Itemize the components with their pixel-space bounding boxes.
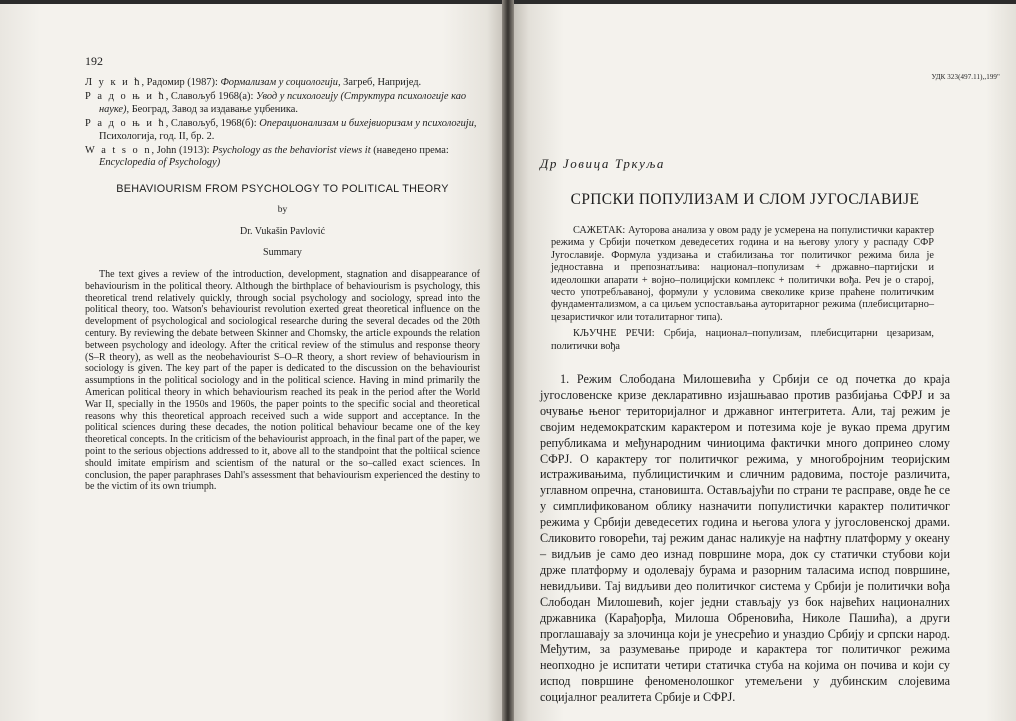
article-author-english: Dr. Vukašin Pavlović <box>239 226 326 237</box>
keywords-text: КЉУЧНЕ РЕЧИ: Србија, национал–популизам, плебисцитарни цезаризам, политички вођа <box>551 328 934 352</box>
reference-title: Операционализам и бихејвиоризам у психологији, <box>259 118 477 130</box>
book-gutter <box>502 0 514 721</box>
reference-text: , John (1913): <box>151 145 213 157</box>
reference-author: W a t s o n <box>85 145 152 157</box>
udk-code: УДК 323(497.11),,199" <box>931 73 1000 81</box>
reference-rest: Психологија, год. II, бр. 2. <box>99 130 215 142</box>
reference-entry <box>85 145 480 170</box>
reference-title: Psychology as the behaviorist views it <box>212 145 371 157</box>
reference-entry <box>85 77 480 89</box>
left-page <box>0 4 502 721</box>
reference-title-secondary: Encyclopedia of Psychology) <box>99 157 221 169</box>
summary-heading: Summary <box>263 247 302 258</box>
reference-entry <box>85 118 480 143</box>
page-number: 192 <box>85 54 103 68</box>
reference-text: , Славољуб, 1968(б): <box>165 118 260 130</box>
article-title-english: BEHAVIOURISM FROM PSYCHOLOGY TO POLITICAL THEORY <box>116 183 449 195</box>
summary-text: The text gives a review of the introduction, development, stagnation and disappearance of behaviourism in the political theory. Although the birthplace of behaviourism is psychology, this theoretical trend relatively quickly, through social psychology and sociology, spread into the political theory, too. Watson's behaviourist revolution exerted great theoretical influence on the development of psychological and sociological researche during the several decades od the 20th century. By reviewing the debate between Skinner and Chomsky, the article expounds the relation between psychology and ideology. After the critical review of the stimulus and response theory (S–R theory), as well as the neobehaviourist S–O–R theory, a short review of behaviourism in sociology is given. The key part of the paper is dedicated to the discussion on the behaviourist assumptions in the political sociology and in the political science. Having in mind primarily the American political theory in which behaviourism reached its peak in the period after the World War II, specially in the 1950s and 1960s, the paper points to the specific social and theoretical reasons why this theoretical approach received such a wide support and acceptance. In the political sciences during these decades, the notion political behaviour became one of the key theoretical concepts. In the criticism of the behaviourist approach, in the final part of the paper, we point to the serious objections addressed to it, above all to the standpoint that the poltiical science should imitate empirism and scientism of the natural or the so–called exact sciences. In conclusion, the paper paraphrases Dahl's assessment that behaviourism experienced the destiny to be the victim of its own triumph. <box>85 269 480 493</box>
reference-title: Увод у психологију (Структура психологије као науке), <box>99 91 467 115</box>
article-title: СРПСКИ ПОПУЛИЗАМ И СЛОМ ЈУГОСЛАВИЈЕ <box>570 191 920 208</box>
article-author: Др Јовица Тркуља <box>540 156 666 171</box>
abstract-block <box>551 225 934 353</box>
reference-rest: (наведено према: <box>370 145 449 157</box>
by-line: by <box>277 205 288 215</box>
reference-rest: Загреб, Напријед. <box>340 77 422 88</box>
reference-text: , Радомир (1987): <box>141 77 221 88</box>
reference-author: Л у к и ћ <box>85 77 142 88</box>
abstract-text: САЖЕТАК: Ауторова анализа у овом раду је усмерена на популистички карактер режима у Србији почетком деведесетих година и на његову улогу у распаду СФР Југославије. Формула уздизања и стабилизања тог политичког режима била је једноставна и препознатљива: национал–популизам + државно–партијски и идеолошки апарати + војно–полицијски комплекс + политички вођа. Реч је о старој, често употребљаваној, формули у условима свеколике кризе праћене политичким фундаментализмом, а са циљем успостављања ауторитарног режима (плебисцитарно–цезаристичког или тоталитарног типа). <box>551 225 934 323</box>
reference-entry <box>85 91 480 116</box>
reference-list <box>85 77 480 172</box>
reference-author: Р а д о њ и ћ <box>85 118 166 130</box>
body-paragraph: 1. Режим Слободана Милошевића у Србији се од почетка до краја југословенске кризе декларативно изјашњавао против разбијања СФРЈ и за очување њеног територијалног и државног интегритета. Али, тај режим је својим недемократским карактером и потезима које је вукао према другим републикама и међународним чиниоцима фактички много допринео слому СФРЈ. О карактеру тог политичког режима, у многобројним теоријским истраживањима, публицистичким и сличним радовима, постоје различита, углавном опречна, становишта. Остављајући по страни те расправе, овде ће се у симплификованом облику назначити популистички карактер политичког режима у Србији деведесетих година и његова улога у југословенској драми. Сликовито говорећи, тај режим данас наликује на нафтну платформу у океану – видљив је само део изнад површине мора, док су статички стубови који држе платформу и одолевају бурама и разорним таласима испод површине, невидљиви. Тај видљиви део политичког система у Србији је политички вођа Слободан Милошевић, којег једни стављају уз бок највећих националних државника (Карађорђа, Милоша Обреновића, Николе Пашића), а други проглашавају за злочинца који је унесрећио и уназдио Србију и српски народ. Међутим, за разумевање природе и карактера тог политичког режима неопходно је испитати четири статичка стуба на којима он почива и који су испод површине феноменолошког утемељени у дубинским слојевима социјалног реалитета Србије и СФРЈ. <box>540 372 950 705</box>
reference-title: Формализам у социологији, <box>220 77 341 88</box>
reference-text: , Славољуб 1968(а): <box>165 91 256 103</box>
reference-rest: Београд, Завод за издавање уџбеника. <box>129 103 298 115</box>
reference-author: Р а д о њ и ћ <box>85 91 166 103</box>
